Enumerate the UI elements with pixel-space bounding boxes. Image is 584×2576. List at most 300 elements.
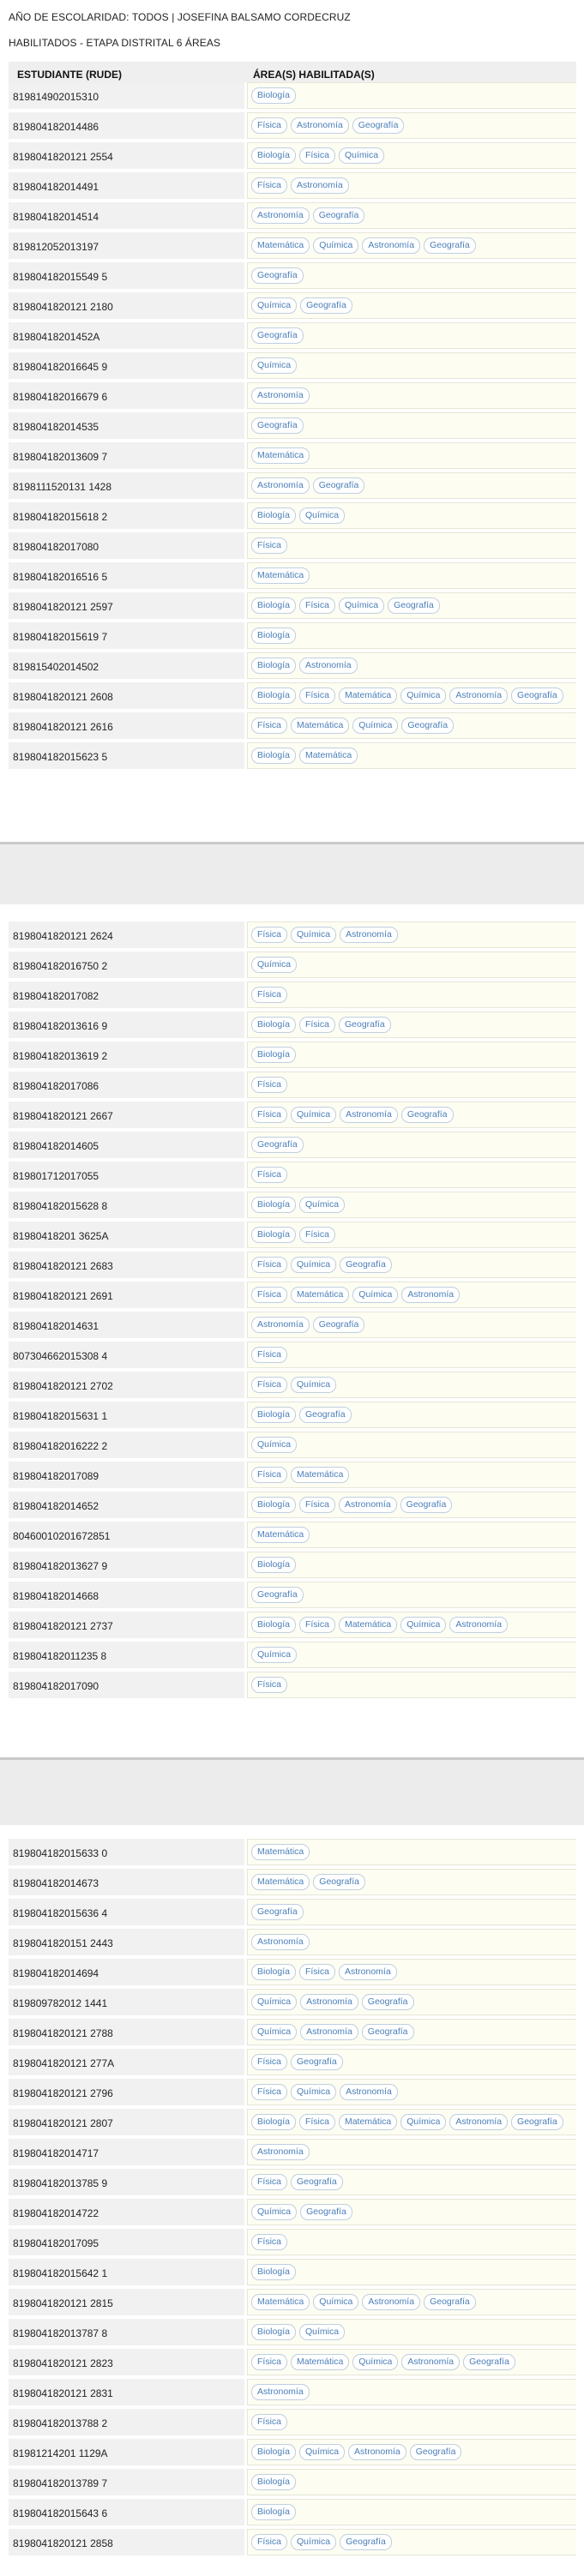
areas-cell	[247, 2349, 576, 2375]
area-chip: Física	[251, 1107, 287, 1123]
area-chip: Astronomía	[300, 1994, 358, 2010]
student-rude: 8198041820121 2796	[9, 2079, 244, 2105]
student-rude: 819815402014502	[9, 652, 244, 679]
area-chip: Química	[400, 2114, 446, 2130]
table-row	[9, 262, 576, 289]
area-chip: Biología	[251, 688, 296, 704]
areas-cell	[247, 1869, 576, 1895]
area-chip: Química	[299, 2324, 345, 2340]
table-row	[9, 1552, 576, 1578]
areas-cell	[247, 2169, 576, 2195]
table-row	[9, 1072, 576, 1098]
areas-cell	[247, 1839, 576, 1865]
student-rude: 819804182016222 2	[9, 1432, 244, 1458]
table-row	[9, 1312, 576, 1338]
area-chip: Química	[251, 1647, 297, 1663]
areas-cell	[247, 1492, 576, 1518]
student-rude: 819804182013619 2	[9, 1042, 244, 1068]
areas-cell	[247, 1042, 576, 1068]
student-rude: 8198041820121 2823	[9, 2349, 244, 2375]
area-chip: Química	[400, 1617, 446, 1633]
table-row	[9, 232, 576, 259]
area-chip: Astronomía	[340, 2084, 398, 2100]
areas-cell	[247, 1102, 576, 1128]
table-row	[9, 172, 576, 199]
areas-cell	[247, 2379, 576, 2405]
areas-cell	[247, 1282, 576, 1308]
areas-cell	[247, 1402, 576, 1428]
area-chip: Química	[313, 237, 358, 254]
table-row	[9, 1252, 576, 1278]
areas-cell	[247, 922, 576, 948]
area-chip: Matemática	[251, 567, 310, 584]
area-chip: Astronomía	[339, 1497, 397, 1513]
area-chip: Astronomía	[401, 2354, 460, 2370]
student-rude: 819814902015310	[9, 82, 244, 109]
table-row	[9, 2019, 576, 2045]
table-row	[9, 2499, 576, 2525]
area-chip: Química	[352, 2354, 398, 2370]
area-chip: Biología	[251, 658, 296, 674]
area-chip: Química	[251, 2204, 297, 2220]
areas-cell	[247, 1342, 576, 1368]
area-chip: Química	[339, 597, 384, 614]
areas-cell	[247, 2079, 576, 2105]
area-chip: Matemática	[251, 1527, 310, 1543]
student-rude: 819804182014694	[9, 1959, 244, 1985]
areas-cell	[247, 1642, 576, 1668]
student-rude: 819804182014668	[9, 1582, 244, 1608]
student-rude: 8198041820121 2815	[9, 2289, 244, 2315]
areas-cell	[247, 322, 576, 349]
area-chip: Física	[251, 177, 287, 194]
student-rude: 819804182015643 6	[9, 2499, 244, 2525]
table-row	[9, 2439, 576, 2465]
areas-cell	[247, 262, 576, 289]
area-chip: Geografía	[313, 1874, 365, 1890]
student-rude: 81980418201 3625A	[9, 1222, 244, 1248]
area-chip: Biología	[251, 1047, 296, 1063]
area-chip: Astronomía	[449, 2114, 508, 2130]
student-rude: 819804182014535	[9, 412, 244, 439]
area-chip: Física	[251, 1377, 287, 1393]
areas-cell	[247, 1162, 576, 1188]
areas-cell	[247, 232, 576, 259]
areas-cell	[247, 382, 576, 409]
area-chip: Geografía	[251, 1587, 304, 1603]
area-chip: Matemática	[251, 1844, 310, 1860]
student-rude: 8198041820121 2737	[9, 1612, 244, 1638]
area-chip: Astronomía	[362, 237, 420, 254]
table-row	[9, 2259, 576, 2285]
area-chip: Matemática	[339, 2114, 397, 2130]
areas-cell	[247, 2529, 576, 2555]
area-chip: Biología	[251, 2504, 296, 2520]
area-chip: Biología	[251, 2114, 296, 2130]
area-chip: Biología	[251, 147, 296, 164]
area-chip: Geografía	[362, 1994, 414, 2010]
table-row	[9, 142, 576, 169]
student-rude: 819804182016645 9	[9, 352, 244, 379]
table-row	[9, 2379, 576, 2405]
page-break-gap	[0, 1760, 584, 1825]
table-row	[9, 1042, 576, 1068]
area-chip: Astronomía	[449, 1617, 508, 1633]
area-chip: Geografía	[340, 1257, 392, 1273]
student-rude: 807304662015308 4	[9, 1342, 244, 1368]
area-chip: Física	[251, 718, 287, 734]
areas-cell	[247, 142, 576, 169]
area-chip: Física	[299, 2114, 335, 2130]
areas-cell	[247, 1072, 576, 1098]
table-row	[9, 592, 576, 619]
areas-cell	[247, 1929, 576, 1955]
area-chip: Geografía	[251, 1904, 304, 1920]
area-chip: Biología	[251, 1017, 296, 1033]
areas-cell	[247, 2199, 576, 2225]
student-rude: 8198041820121 2667	[9, 1102, 244, 1128]
column-header-areas: ÁREA(S) HABILITADA(S)	[253, 69, 375, 81]
area-chip: Geografía	[300, 2204, 352, 2220]
area-chip: Química	[291, 1107, 336, 1123]
areas-cell	[247, 1222, 576, 1248]
areas-cell	[247, 2139, 576, 2165]
areas-cell	[247, 712, 576, 739]
area-chip: Astronomía	[251, 207, 310, 224]
student-rude: 8198041820121 2597	[9, 592, 244, 619]
area-chip: Astronomía	[251, 477, 310, 494]
student-rude: 819804182015631 1	[9, 1402, 244, 1428]
area-chip: Física	[251, 2054, 287, 2070]
student-rude: 819804182011235 8	[9, 1642, 244, 1668]
student-rude: 8198041820121 2702	[9, 1372, 244, 1398]
areas-cell	[247, 1252, 576, 1278]
area-chip: Química	[251, 1437, 297, 1453]
area-chip: Biología	[251, 597, 296, 614]
student-rude: 819804182017090	[9, 1672, 244, 1698]
area-chip: Biología	[251, 87, 296, 104]
student-rude: 819804182015618 2	[9, 502, 244, 529]
table-row	[9, 112, 576, 139]
student-rude: 819804182013609 7	[9, 442, 244, 469]
areas-cell	[247, 82, 576, 109]
table-row	[9, 2169, 576, 2195]
area-chip: Geografía	[410, 2444, 462, 2460]
areas-cell	[247, 412, 576, 439]
table-row	[9, 1132, 576, 1158]
area-chip: Astronomía	[340, 927, 398, 943]
student-rude: 819804182017086	[9, 1072, 244, 1098]
area-chip: Astronomía	[339, 1964, 397, 1980]
student-rude: 819804182014673	[9, 1869, 244, 1895]
table-row	[9, 1959, 576, 1985]
area-chip: Física	[251, 2414, 287, 2430]
table-row	[9, 1102, 576, 1128]
area-chip: Física	[299, 1017, 335, 1033]
student-rude: 8198041820121 2858	[9, 2529, 244, 2555]
area-chip: Física	[251, 2084, 287, 2100]
area-chip: Física	[251, 1677, 287, 1693]
student-rude: 8198041820121 2683	[9, 1252, 244, 1278]
areas-cell	[247, 472, 576, 499]
areas-cell	[247, 2499, 576, 2525]
area-chip: Física	[251, 1287, 287, 1303]
area-chip: Física	[251, 2354, 287, 2370]
area-chip: Astronomía	[348, 2444, 406, 2460]
area-chip: Química	[299, 1197, 345, 1213]
areas-cell	[247, 2229, 576, 2255]
areas-cell	[247, 1432, 576, 1458]
table-row	[9, 322, 576, 349]
table-row	[9, 1642, 576, 1668]
student-rude: 819804182014514	[9, 202, 244, 229]
area-chip: Biología	[251, 1407, 296, 1423]
area-chip: Biología	[251, 1617, 296, 1633]
student-rude: 8198041820121 2554	[9, 142, 244, 169]
area-chip: Matemática	[291, 2354, 349, 2370]
table-row	[9, 922, 576, 948]
area-chip: Química	[299, 2444, 345, 2460]
student-rude: 819804182013787 8	[9, 2319, 244, 2345]
table-row	[9, 1989, 576, 2015]
table-row	[9, 202, 576, 229]
area-chip: Biología	[251, 2444, 296, 2460]
student-rude: 819804182015633 0	[9, 1839, 244, 1865]
table-row	[9, 1839, 576, 1865]
area-chip: Astronomía	[251, 2144, 310, 2160]
table-row	[9, 1012, 576, 1038]
area-chip: Biología	[251, 627, 296, 644]
areas-cell	[247, 1372, 576, 1398]
area-chip: Química	[400, 688, 446, 704]
student-rude: 819804182014652	[9, 1492, 244, 1518]
areas-cell	[247, 1959, 576, 1985]
area-chip: Geografía	[313, 1317, 365, 1333]
student-rude: 819804182014722	[9, 2199, 244, 2225]
area-chip: Física	[251, 1347, 287, 1363]
area-chip: Física	[251, 987, 287, 1003]
area-chip: Biología	[251, 1964, 296, 1980]
area-chip: Física	[251, 2234, 287, 2250]
area-chip: Geografía	[340, 2534, 392, 2550]
table-row	[9, 2319, 576, 2345]
table-row	[9, 1462, 576, 1488]
student-rude: 819801712017055	[9, 1162, 244, 1188]
table-row	[9, 82, 576, 109]
table-row	[9, 1869, 576, 1895]
area-chip: Física	[251, 537, 287, 554]
report-subtitle: HABILITADOS - ETAPA DISTRITAL 6 ÁREAS	[9, 37, 221, 49]
table-row	[9, 622, 576, 649]
results-table-page-1	[9, 62, 576, 763]
table-row	[9, 2289, 576, 2315]
table-row	[9, 1342, 576, 1368]
table-row	[9, 952, 576, 978]
table-row	[9, 352, 576, 379]
table-row	[9, 2529, 576, 2555]
area-chip: Astronomía	[251, 1317, 310, 1333]
student-rude: 819804182013789 7	[9, 2469, 244, 2495]
table-row	[9, 1192, 576, 1218]
area-chip: Astronomía	[299, 658, 358, 674]
area-chip: Física	[251, 2174, 287, 2190]
area-chip: Física	[299, 597, 335, 614]
student-rude: 8198041820121 2788	[9, 2019, 244, 2045]
areas-cell	[247, 1582, 576, 1608]
area-chip: Matemática	[291, 1287, 349, 1303]
student-rude: 819804182014491	[9, 172, 244, 199]
student-rude: 819804182013785 9	[9, 2169, 244, 2195]
areas-cell	[247, 112, 576, 139]
student-rude: 819804182017082	[9, 982, 244, 1008]
area-chip: Química	[251, 297, 297, 314]
table-row	[9, 2109, 576, 2135]
area-chip: Geografía	[463, 2354, 515, 2370]
table-row	[9, 2229, 576, 2255]
area-chip: Química	[313, 2294, 358, 2310]
area-chip: Química	[352, 718, 398, 734]
table-row	[9, 532, 576, 559]
area-chip: Astronomía	[340, 1107, 398, 1123]
areas-cell	[247, 2409, 576, 2435]
area-chip: Geografía	[313, 477, 365, 494]
table-row	[9, 442, 576, 469]
area-chip: Geografía	[424, 2294, 476, 2310]
student-rude: 819804182015642 1	[9, 2259, 244, 2285]
areas-cell	[247, 1899, 576, 1925]
student-rude: 81980418201452A	[9, 322, 244, 349]
table-row	[9, 1582, 576, 1608]
areas-cell	[247, 1462, 576, 1488]
table-row	[9, 382, 576, 409]
areas-cell	[247, 1522, 576, 1548]
areas-cell	[247, 1192, 576, 1218]
area-chip: Astronomía	[449, 688, 508, 704]
student-rude: 8198041820121 277A	[9, 2049, 244, 2075]
area-chip: Geografía	[400, 1497, 453, 1513]
table-row	[9, 472, 576, 499]
areas-cell	[247, 742, 576, 769]
area-chip: Biología	[251, 2474, 296, 2490]
student-rude: 8198041820121 2180	[9, 292, 244, 319]
area-chip: Geografía	[401, 1107, 454, 1123]
area-chip: Matemática	[339, 688, 397, 704]
area-chip: Astronomía	[401, 1287, 460, 1303]
area-chip: Geografía	[313, 207, 365, 224]
table-row	[9, 2409, 576, 2435]
table-row	[9, 562, 576, 589]
area-chip: Matemática	[251, 237, 310, 254]
areas-cell	[247, 1312, 576, 1338]
student-rude: 819804182017089	[9, 1462, 244, 1488]
column-header-student: ESTUDIANTE (RUDE)	[17, 69, 122, 81]
areas-cell	[247, 2439, 576, 2465]
areas-cell	[247, 292, 576, 319]
area-chip: Química	[251, 2024, 297, 2040]
area-chip: Astronomía	[251, 1934, 310, 1950]
table-row	[9, 2199, 576, 2225]
area-chip: Matemática	[251, 2294, 310, 2310]
area-chip: Matemática	[299, 748, 358, 764]
area-chip: Física	[251, 2534, 287, 2550]
area-chip: Geografía	[299, 1407, 352, 1423]
area-chip: Física	[299, 1227, 335, 1243]
student-rude: 819804182015623 5	[9, 742, 244, 769]
student-rude: 819804182016679 6	[9, 382, 244, 409]
areas-cell	[247, 532, 576, 559]
table-row	[9, 682, 576, 709]
area-chip: Física	[299, 147, 335, 164]
areas-cell	[247, 1132, 576, 1158]
area-chip: Astronomía	[300, 2024, 358, 2040]
area-chip: Geografía	[352, 117, 405, 134]
student-rude: 819804182013627 9	[9, 1552, 244, 1578]
area-chip: Física	[251, 117, 287, 134]
student-rude: 819804182016750 2	[9, 952, 244, 978]
student-rude: 819804182014605	[9, 1132, 244, 1158]
table-row	[9, 292, 576, 319]
areas-cell	[247, 652, 576, 679]
student-rude: 819804182015628 8	[9, 1192, 244, 1218]
area-chip: Matemática	[291, 1467, 349, 1483]
table-row	[9, 502, 576, 529]
areas-cell	[247, 562, 576, 589]
area-chip: Geografía	[511, 2114, 563, 2130]
area-chip: Geografía	[251, 1137, 304, 1153]
area-chip: Química	[251, 1994, 297, 2010]
table-row	[9, 1162, 576, 1188]
student-rude: 80460010201672851	[9, 1522, 244, 1548]
area-chip: Química	[339, 147, 384, 164]
areas-cell	[247, 1612, 576, 1638]
student-rude: 8198041820121 2807	[9, 2109, 244, 2135]
table-row	[9, 1222, 576, 1248]
student-rude: 8198041820121 2616	[9, 712, 244, 739]
area-chip: Biología	[251, 748, 296, 764]
area-chip: Física	[299, 1497, 335, 1513]
area-chip: Geografía	[251, 417, 304, 434]
areas-cell	[247, 2319, 576, 2345]
area-chip: Biología	[251, 1497, 296, 1513]
area-chip: Biología	[251, 1557, 296, 1573]
table-header	[9, 62, 576, 82]
areas-cell	[247, 2019, 576, 2045]
area-chip: Geografía	[339, 1017, 391, 1033]
student-rude: 819804182015549 5	[9, 262, 244, 289]
area-chip: Geografía	[300, 297, 352, 314]
table-row	[9, 982, 576, 1008]
student-rude: 8198041820121 2624	[9, 922, 244, 948]
student-rude: 819812052013197	[9, 232, 244, 259]
student-rude: 819809782012 1441	[9, 1989, 244, 2015]
area-chip: Química	[352, 1287, 398, 1303]
table-row	[9, 2349, 576, 2375]
table-row	[9, 2139, 576, 2165]
areas-cell	[247, 2469, 576, 2495]
area-chip: Geografía	[362, 2024, 414, 2040]
page-break-gap	[0, 844, 584, 904]
areas-cell	[247, 202, 576, 229]
areas-cell	[247, 952, 576, 978]
area-chip: Matemática	[291, 718, 349, 734]
area-chip: Química	[251, 957, 297, 973]
table-row	[9, 2469, 576, 2495]
table-row	[9, 1612, 576, 1638]
areas-cell	[247, 502, 576, 529]
area-chip: Astronomía	[291, 177, 349, 194]
area-chip: Geografía	[251, 267, 304, 284]
table-row	[9, 2049, 576, 2075]
